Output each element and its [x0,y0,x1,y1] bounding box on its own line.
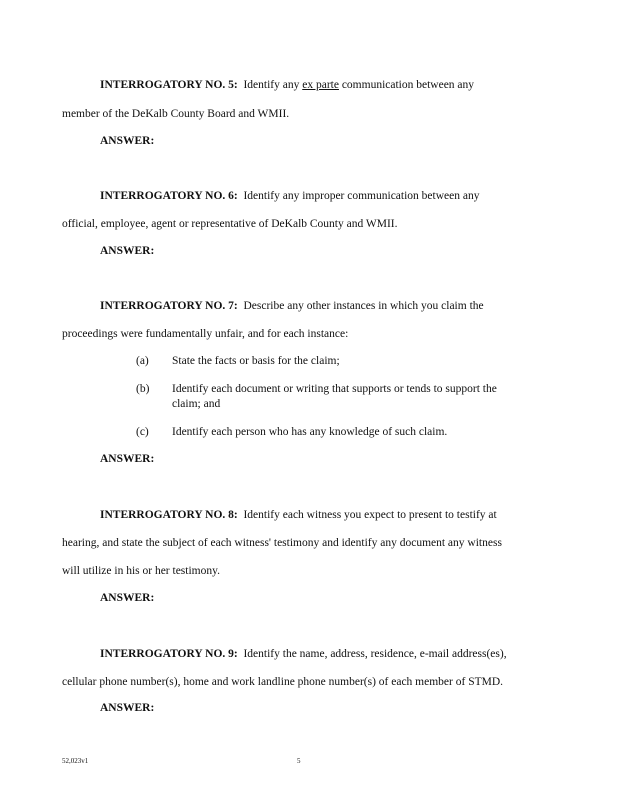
footer-page-number: 5 [297,757,301,765]
interrogatory-5-heading: INTERROGATORY NO. 5: [100,79,238,91]
interrogatory-8-line2: hearing, and state the subject of each witness' testimony and identify any document any witness [62,537,502,549]
interrogatory-8-line3: will utilize in his or her testimony. [62,565,220,577]
interrogatory-9-heading: INTERROGATORY NO. 9: [100,648,238,660]
interrogatory-9-answer: ANSWER: [100,702,155,714]
interrogatory-7-answer: ANSWER: [100,453,155,465]
list-item-text: State the facts or basis for the claim; [172,355,340,367]
interrogatory-5-line1: INTERROGATORY NO. 5: Identify any ex parte communication between any [100,79,475,91]
list-item-text: Identify each person who has any knowledge of such claim. [172,426,448,438]
interrogatory-7-line2: proceedings were fundamentally unfair, and for each instance: [62,328,349,340]
interrogatory-8-line1: INTERROGATORY NO. 8: Identify each witness you expect to present to testify at [100,509,497,521]
interrogatory-5-answer: ANSWER: [100,135,155,147]
list-item-text: Identify each document or writing that supports or tends to support the [172,383,497,395]
interrogatory-8-answer: ANSWER: [100,592,155,604]
list-item-text-cont: claim; and [172,398,221,410]
list-item-letter: (a) [136,355,149,367]
interrogatory-9-line2: cellular phone number(s), home and work landline phone number(s) of each member of STMD. [62,676,504,688]
interrogatory-7-heading: INTERROGATORY NO. 7: [100,300,238,312]
interrogatory-6-line1: INTERROGATORY NO. 6: Identify any improper communication between any [100,190,480,202]
footer-doc-id: 52,023v1 [62,757,89,765]
list-item-letter: (b) [136,383,150,395]
interrogatory-9-line1: INTERROGATORY NO. 9: Identify the name, address, residence, e-mail address(es), [100,648,507,660]
ex-parte-term: ex parte [302,79,339,91]
interrogatory-7-line1: INTERROGATORY NO. 7: Describe any other instances in which you claim the [100,300,484,312]
list-item-letter: (c) [136,426,149,438]
interrogatory-6-line2: official, employee, agent or representative of DeKalb County and WMII. [62,218,398,230]
interrogatory-6-answer: ANSWER: [100,245,155,257]
interrogatory-8-heading: INTERROGATORY NO. 8: [100,509,238,521]
interrogatory-6-heading: INTERROGATORY NO. 6: [100,190,238,202]
interrogatory-5-line2: member of the DeKalb County Board and WMII. [62,108,290,120]
